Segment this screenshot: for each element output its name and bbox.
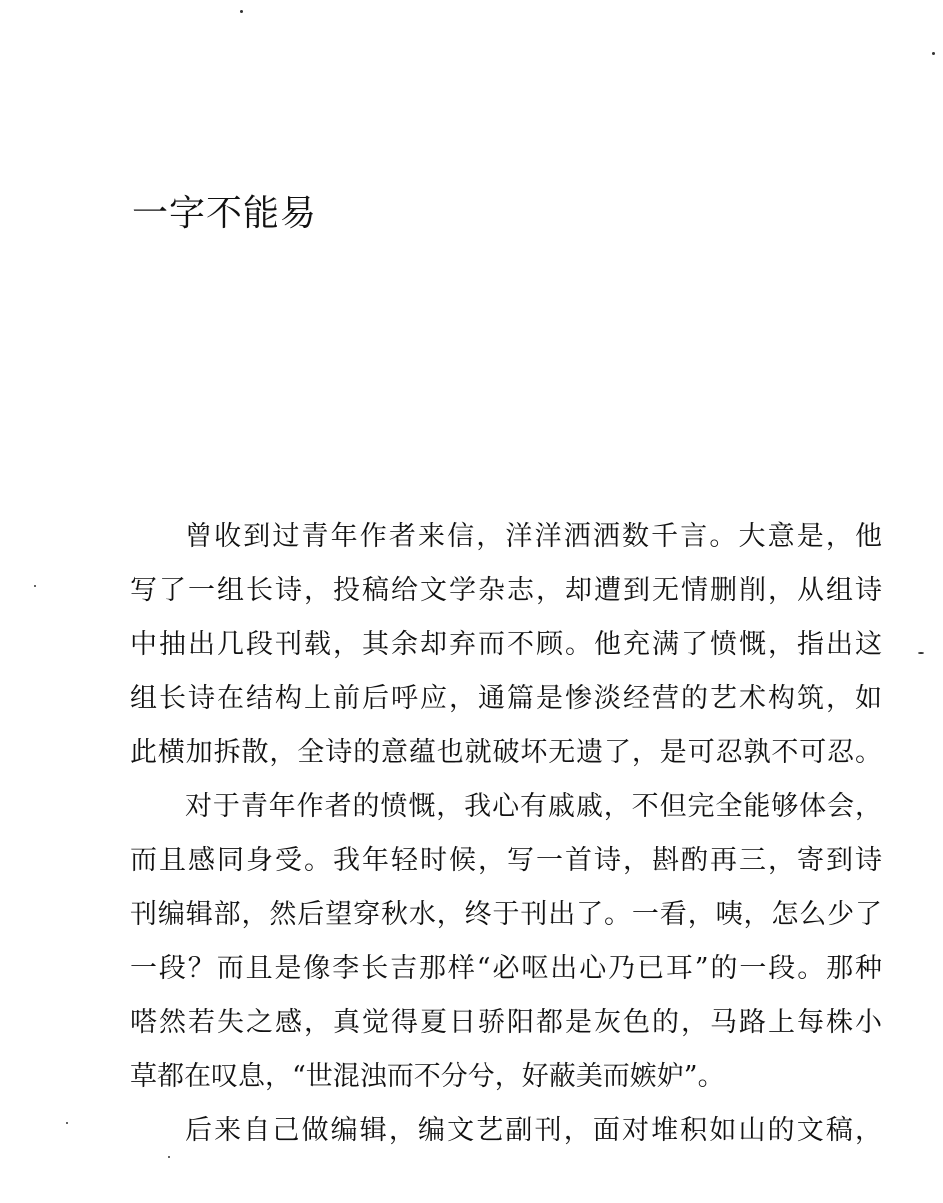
scan-speck [66, 1122, 68, 1124]
text-line: 曾收到过青年作者来信，洋洋洒洒数千言。大意是，他 [185, 521, 882, 552]
scan-speck [240, 10, 243, 13]
text-line: 写了一组长诗，投稿给文学杂志，却遭到无情删削，从组诗 [130, 575, 882, 606]
body-text [130, 510, 882, 1158]
text-line: 草都在叹息，“世混浊而不分兮，好蔽美而嫉妒”。 [130, 1061, 725, 1092]
scan-speck [932, 52, 935, 55]
text-line: 而且感同身受。我年轻时候，写一首诗，斟酌再三，寄到诗 [130, 845, 882, 876]
page-title: 一字不能易 [132, 193, 318, 234]
text-line: 组长诗在结构上前后呼应，通篇是惨淡经营的艺术构筑，如 [130, 683, 882, 714]
scan-speck [918, 652, 924, 654]
text-line: 后来自己做编辑，编文艺副刊，面对堆积如山的文稿， [185, 1115, 882, 1146]
text-line: 中抽出几段刊载，其余却弃而不顾。他充满了愤慨，指出这 [130, 629, 882, 660]
text-line: 嗒然若失之感，真觉得夏日骄阳都是灰色的，马路上每株小 [130, 1007, 882, 1038]
scan-speck [34, 585, 36, 587]
text-line: 对于青年作者的愤慨，我心有戚戚，不但完全能够体会， [185, 791, 882, 822]
text-line: 刊编辑部，然后望穿秋水，终于刊出了。一看，咦，怎么少了 [130, 899, 882, 930]
text-line: 一段？而且是像李长吉那样“必呕出心乃已耳”的一段。那种 [130, 953, 882, 984]
text-line: 此横加拆散，全诗的意蕴也就破坏无遗了，是可忍孰不可忍。 [130, 737, 882, 768]
